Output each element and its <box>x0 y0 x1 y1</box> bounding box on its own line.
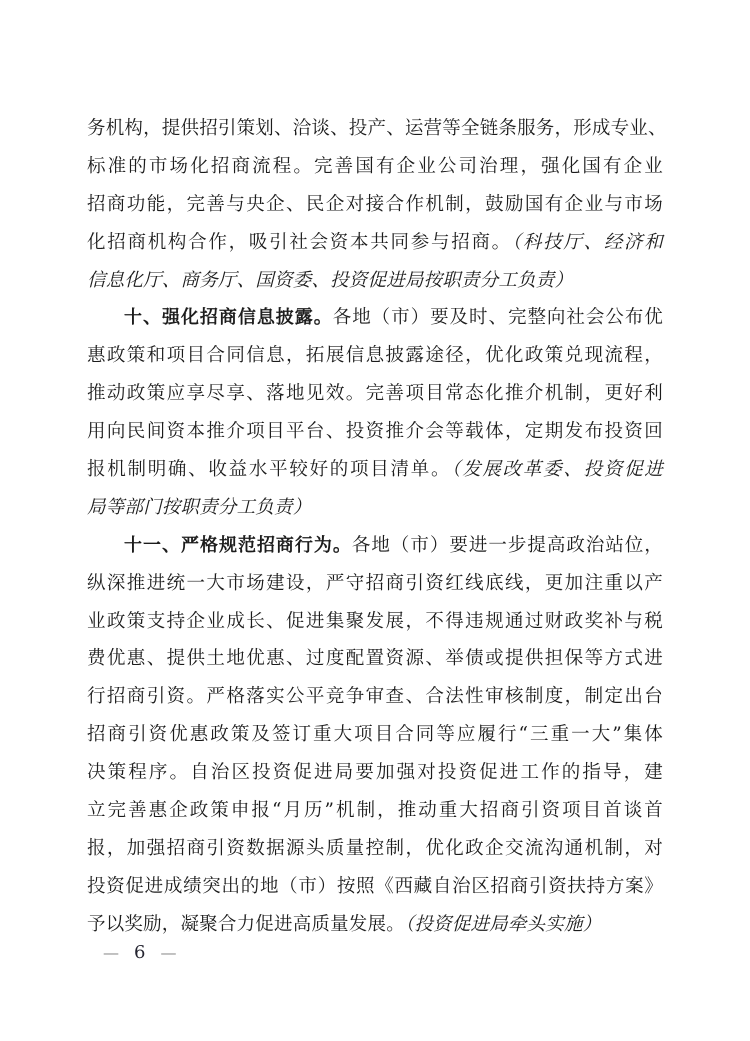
footer-dash-right: — <box>160 943 177 962</box>
footer-dash-left: — <box>103 943 119 962</box>
text-segment-normal: 用向民间资本推介项目平台、投资推介会等载体，定期发布投资回 <box>87 421 663 443</box>
text-line <box>87 375 663 413</box>
text-line <box>87 413 663 451</box>
text-segment-normal: 立完善惠企政策申报“月历”机制，推动重大招商引资项目首谈首 <box>87 800 663 822</box>
text-segment-normal: 行招商引资。严格落实公平竞争审查、合法性审核制度，制定出台 <box>87 686 663 708</box>
text-segment-kai: 信息化厅、商务厅、国资委、投资促进局按职责分工负责） <box>87 269 574 291</box>
text-segment-normal: 纵深推进统一大市场建设，严守招商引资红线底线，更加注重以产 <box>87 572 663 594</box>
text-line <box>87 716 663 754</box>
text-line <box>87 148 663 186</box>
text-segment-bold: 十、强化招商信息披露。 <box>124 307 333 329</box>
text-segment-kai: （发展改革委、投资促进 <box>451 459 664 481</box>
text-line <box>87 186 663 224</box>
text-line <box>87 640 663 678</box>
text-segment-normal: 报，加强招商引资数据源头质量控制，优化政企交流沟通机制，对 <box>87 837 663 859</box>
text-line <box>87 678 663 716</box>
page-number: 6 <box>134 942 146 963</box>
text-segment-normal: 标准的市场化招商流程。完善国有企业公司治理，强化国有企业 <box>87 155 663 177</box>
page-footer <box>103 944 176 962</box>
text-line <box>87 603 663 641</box>
text-segment-normal: 招商引资优惠政策及签订重大项目合同等应履行“三重一大”集体 <box>87 724 663 746</box>
text-segment-normal: 各地（市）要及时、完整向社会公布优 <box>332 307 664 329</box>
text-segment-normal: 各地（市）要进一步提高政治站位， <box>351 534 663 556</box>
para-item-11 <box>87 527 663 944</box>
text-segment-normal: 务机构，提供招引策划、洽谈、投产、运营等全链条服务，形成专业、 <box>87 118 667 139</box>
para-continuation <box>87 110 667 299</box>
text-segment-normal: 推动政策应享尽享、落地见效。完善项目常态化推介机制，更好利 <box>87 383 663 405</box>
text-segment-normal: 招商功能，完善与央企、民企对接合作机制，鼓励国有企业与市场 <box>87 193 663 215</box>
text-line <box>87 830 663 868</box>
text-segment-bold: 十一、严格规范招商行为。 <box>124 534 352 556</box>
text-line <box>87 299 663 337</box>
text-segment-normal: 予以奖励，凝聚合力促进高质量发展。 <box>87 913 405 935</box>
text-line <box>87 337 663 375</box>
text-line <box>87 489 663 527</box>
text-segment-normal: 业政策支持企业成长、促进集聚发展，不得违规通过财政奖补与税 <box>87 610 663 632</box>
para-item-10 <box>87 299 663 526</box>
text-segment-normal: 投资促进成绩突出的地（市）按照《西藏自治区招商引资扶持方案》 <box>87 875 663 897</box>
text-line <box>87 565 663 603</box>
text-line <box>87 451 663 489</box>
text-segment-normal: 惠政策和项目合同信息，拓展信息披露途径，优化政策兑现流程， <box>87 345 663 367</box>
text-line <box>87 754 663 792</box>
text-segment-normal: 费优惠、提供土地优惠、过度配置资源、举债或提供担保等方式进 <box>87 648 663 670</box>
text-line <box>87 906 663 944</box>
text-line <box>87 868 663 906</box>
document-body <box>87 110 667 944</box>
text-segment-normal: 决策程序。自治区投资促进局要加强对投资促进工作的指导，建 <box>87 762 663 784</box>
text-segment-kai: 局等部门按职责分工负责） <box>87 496 312 518</box>
text-line <box>87 110 667 148</box>
text-segment-kai: （科技厅、经济和 <box>511 231 663 253</box>
text-line <box>87 224 663 262</box>
text-segment-normal: 报机制明确、收益水平较好的项目清单。 <box>87 459 452 481</box>
text-line <box>87 527 663 565</box>
text-segment-normal: 化招商机构合作，吸引社会资本共同参与招商。 <box>87 231 512 253</box>
text-segment-kai: （投资促进局牵头实施） <box>404 913 602 935</box>
text-line <box>87 262 663 300</box>
text-line <box>87 792 663 830</box>
